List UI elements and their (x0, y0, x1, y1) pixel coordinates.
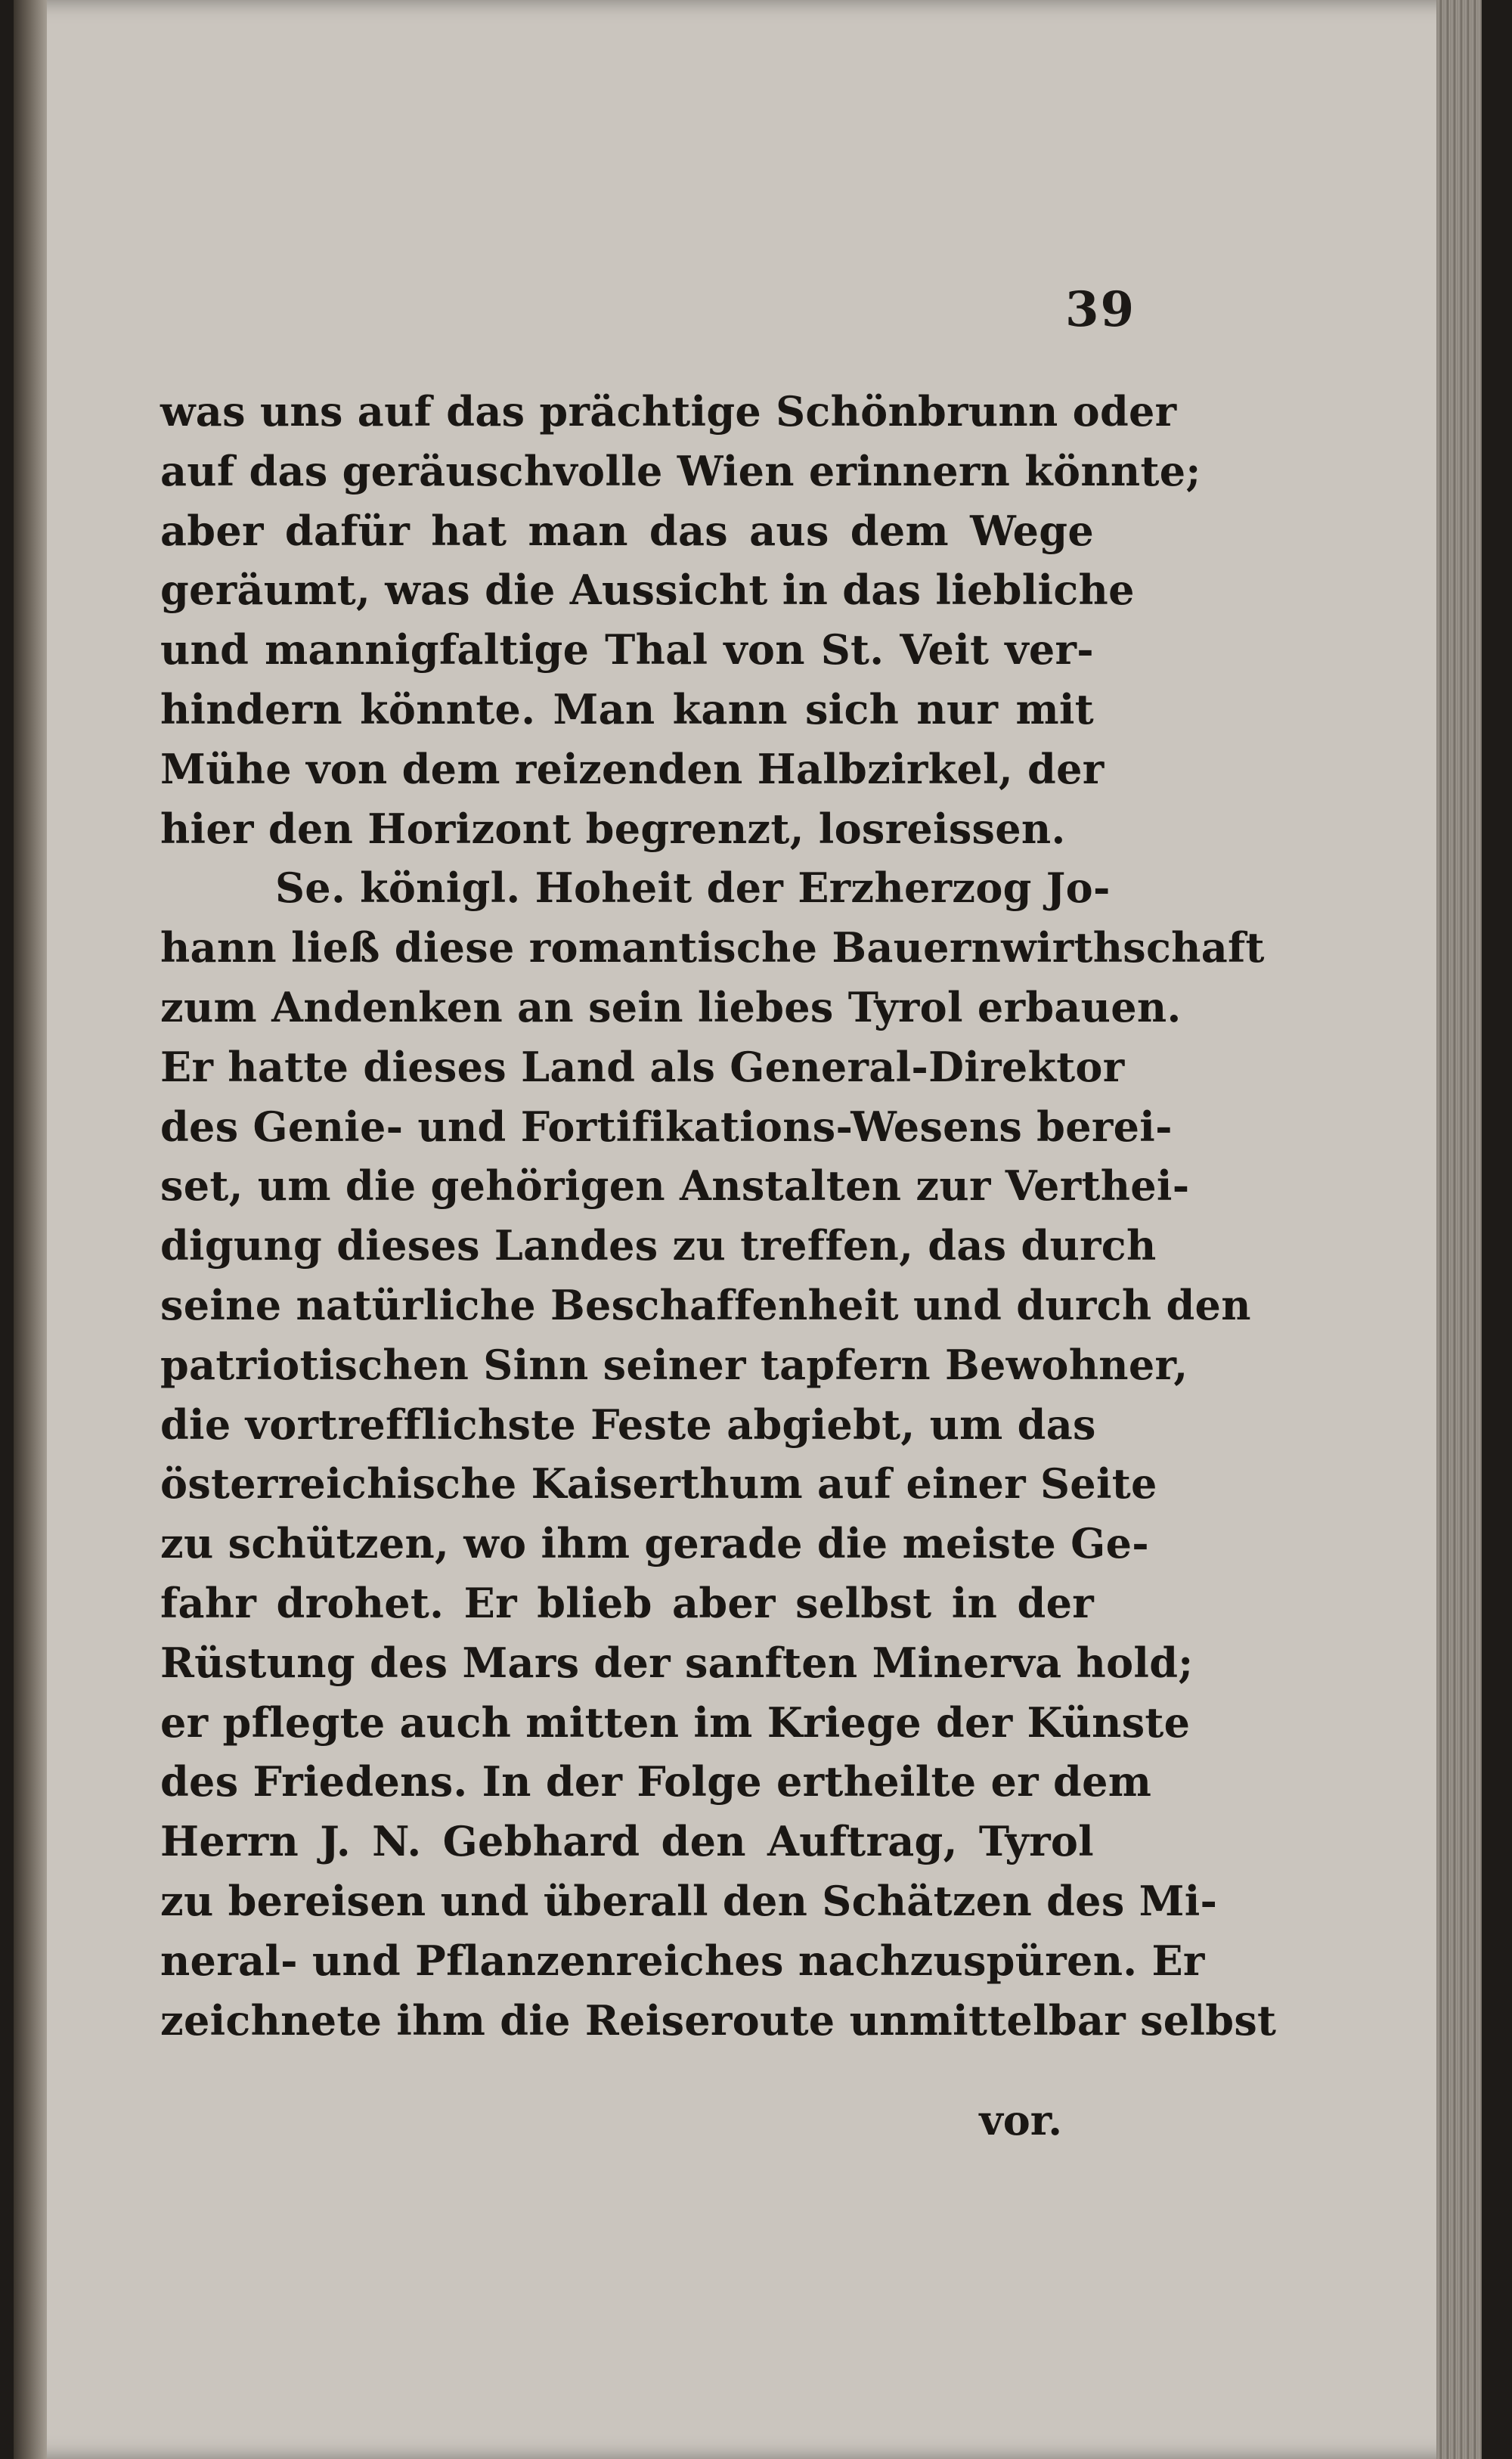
text-line: und mannigfaltige Thal von St. Veit ver- (160, 625, 1094, 674)
text-line: Rüstung des Mars der sanften Minerva hold; (160, 1638, 1194, 1687)
text-line: seine natürliche Beschaffenheit und durch den (160, 1280, 1251, 1329)
text-line: hann ließ diese romantische Bauernwirthschaft (160, 923, 1265, 972)
text-line: Se. königl. Hoheit der Erzherzog Jo- (275, 864, 1111, 913)
body-text (160, 382, 1277, 2050)
text-line: Herrn J. N. Gebhard den Auftrag, Tyrol (160, 1817, 1094, 1866)
text-line: auf das geräuschvolle Wien erinnern könnte; (160, 446, 1201, 495)
text-line: hindern könnte. Man kann sich nur mit (160, 684, 1094, 733)
text-line: zeichnete ihm die Reiseroute unmittelbar selbst (160, 1995, 1277, 2045)
page-binding (14, 0, 47, 2459)
text-line: digung dieses Landes zu treffen, das durch (160, 1221, 1157, 1270)
text-line: zu bereisen und überall den Schätzen des Mi- (160, 1876, 1218, 1925)
text-line: des Genie- und Fortifikations-Wesens berei- (160, 1102, 1173, 1151)
text-line: neral- und Pflanzenreiches nachzuspüren. Er (160, 1936, 1205, 1985)
text-line: was uns auf das prächtige Schönbrunn oder (160, 387, 1177, 436)
text-line: fahr drohet. Er blieb aber selbst in der (160, 1578, 1094, 1627)
text-line: Er hatte dieses Land als General-Direktor (160, 1042, 1125, 1091)
text-line: geräumt, was die Aussicht in das liebliche (160, 566, 1135, 615)
text-line: Mühe von dem reizenden Halbzirkel, der (160, 744, 1105, 793)
text-line: er pflegte auch mitten im Kriege der Künste (160, 1698, 1191, 1747)
text-line: die vortrefflichste Feste abgiebt, um das (160, 1400, 1096, 1449)
text-line: patriotischen Sinn seiner tapfern Bewohner, (160, 1340, 1188, 1389)
catchword: vor. (979, 2096, 1062, 2144)
page-number: 39 (1064, 281, 1136, 338)
text-line: österreichische Kaiserthum auf einer Seite (160, 1459, 1157, 1509)
text-line: zum Andenken an sein liebes Tyrol erbauen. (160, 982, 1182, 1031)
text-line: des Friedens. In der Folge ertheilte er dem (160, 1757, 1152, 1806)
text-line: zu schützen, wo ihm gerade die meiste Ge- (160, 1519, 1149, 1568)
text-line: set, um die gehörigen Anstalten zur Verthei- (160, 1161, 1190, 1211)
text-line: aber dafür hat man das aus dem Wege (160, 506, 1094, 555)
page-edge (1436, 0, 1482, 2459)
text-line: hier den Horizont begrenzt, losreissen. (160, 804, 1066, 853)
